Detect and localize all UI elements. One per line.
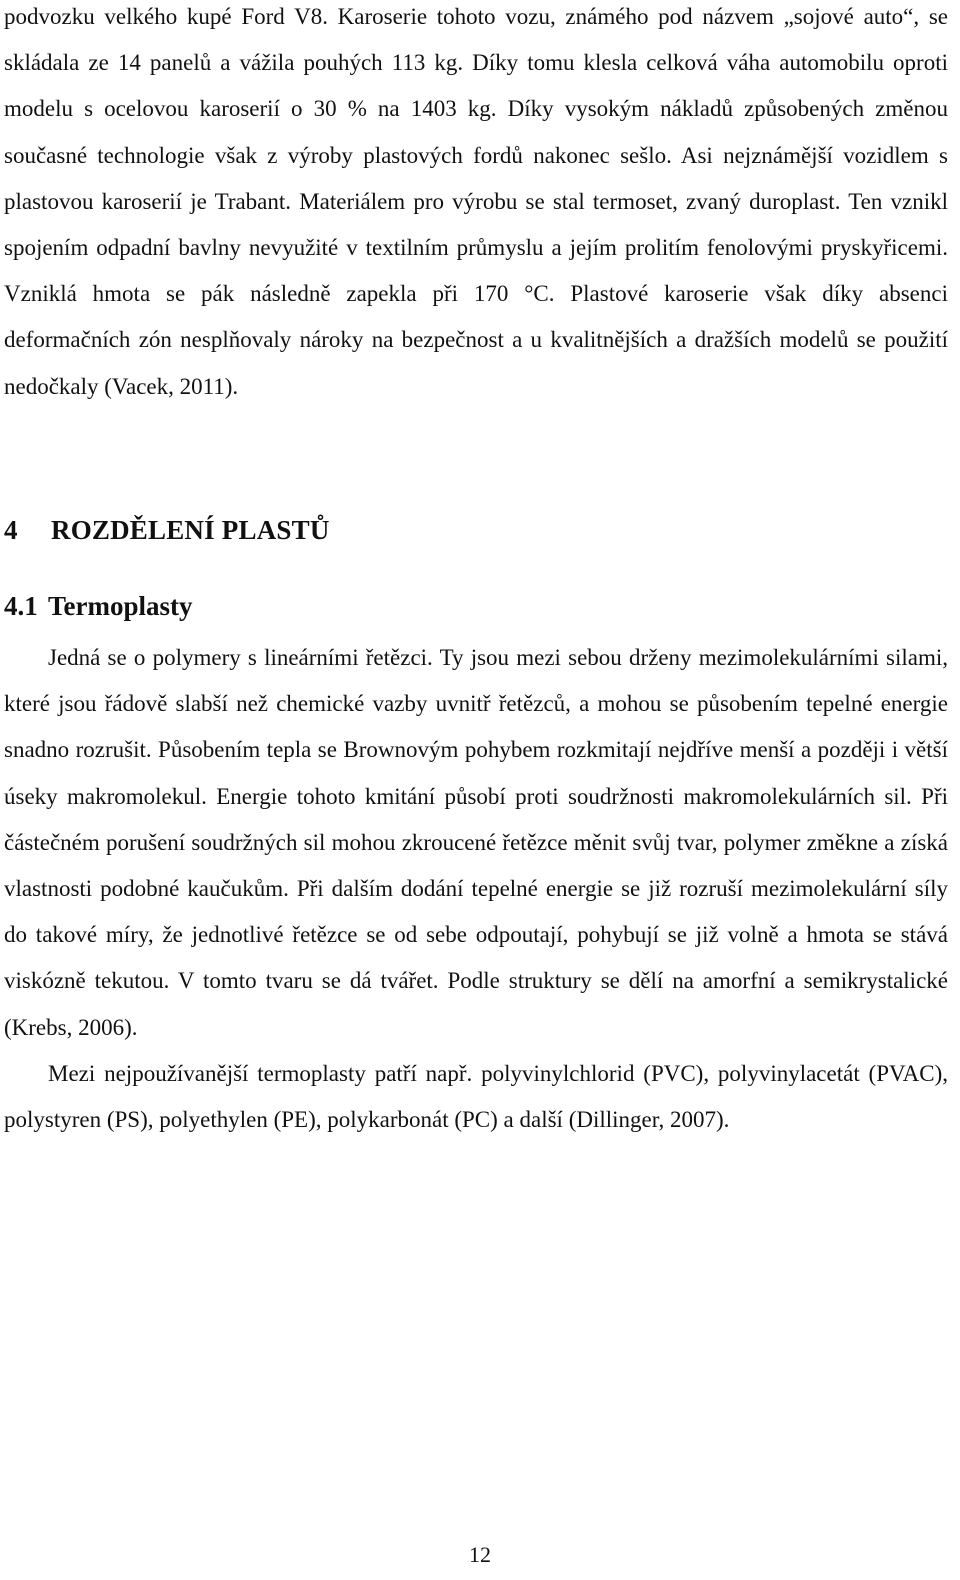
section-title: Termoplasty [48, 591, 193, 621]
section-paragraph-2: Mezi nejpoužívanější termoplasty patří např. polyvinylchlorid (PVC), polyvinylacetát (PVAC), polystyren (PS), polyethylen (PE), polykarbonát (PC) a další (Dillinger, 2007). [4, 1060, 948, 1133]
chapter-title: ROZDĚLENÍ PLASTŮ [51, 515, 330, 545]
document-page [4, 0, 948, 410]
chapter-number: 4 [4, 515, 18, 545]
section-paragraph-1: Jedná se o polymery s lineárními řetězci. Ty jsou mezi sebou drženy mezimolekulárními silami, které jsou řádově slabší než chemické vazby uvnitř řetězců, a mohou se působením tepelné energie snadno rozrušit. Působením tepla se Brownovým pohybem rozkmitají nejdříve menší a později i větší úseky makromolekul. Energie tohoto kmitání působí proti soudržnosti makromolekulárních sil. Při částečném porušení soudržných sil mohou zkroucené řetězce měnit svůj tvar, polymer změkne a získá vlastnosti podobné kaučukům. Při dalším dodání tepelné energie se již rozruší mezimolekulární síly do takové míry, že jednotlivé řetězce se od sebe odpoutají, pohybují se již volně a hmota se stává viskózně tekutou. V tomto tvaru se dá tvářet. Podle struktury se dělí na amorfní a semikrystalické (Krebs, 2006). [4, 645, 948, 1040]
page-number: 12 [469, 1542, 491, 1567]
intro-paragraph: podvozku velkého kupé Ford V8. Karoserie tohoto vozu, známého pod názvem „sojové auto“, se skládala ze 14 panelů a vážila pouhých 113 kg. Díky tomu klesla celková váha automobilu oproti modelu s ocelovou karoserií o 30 % na 1403 kg. Díky vysokým nákladů způsobených změnou současné technologie však z výroby plastových fordů nakonec sešlo. Asi nejznámější vozidlem s plastovou karoserií je Trabant. Materiálem pro výrobu se stal termoset, zvaný duroplast. Ten vznikl spojením odpadní bavlny nevyužité v textilním průmyslu a jejím prolitím fenolovými pryskyřicemi. Vzniklá hmota se pák následně zapekla při 170 °C. Plastové karoserie však díky absenci deformačních zón nesplňovaly nároky na bezpečnost a u kvalitnějších a dražších modelů se použití nedočkaly (Vacek, 2011). [4, 4, 948, 399]
section-number: 4.1 [4, 591, 38, 621]
section-heading [4, 586, 193, 626]
chapter-heading [4, 510, 330, 550]
section-body [4, 635, 948, 1143]
